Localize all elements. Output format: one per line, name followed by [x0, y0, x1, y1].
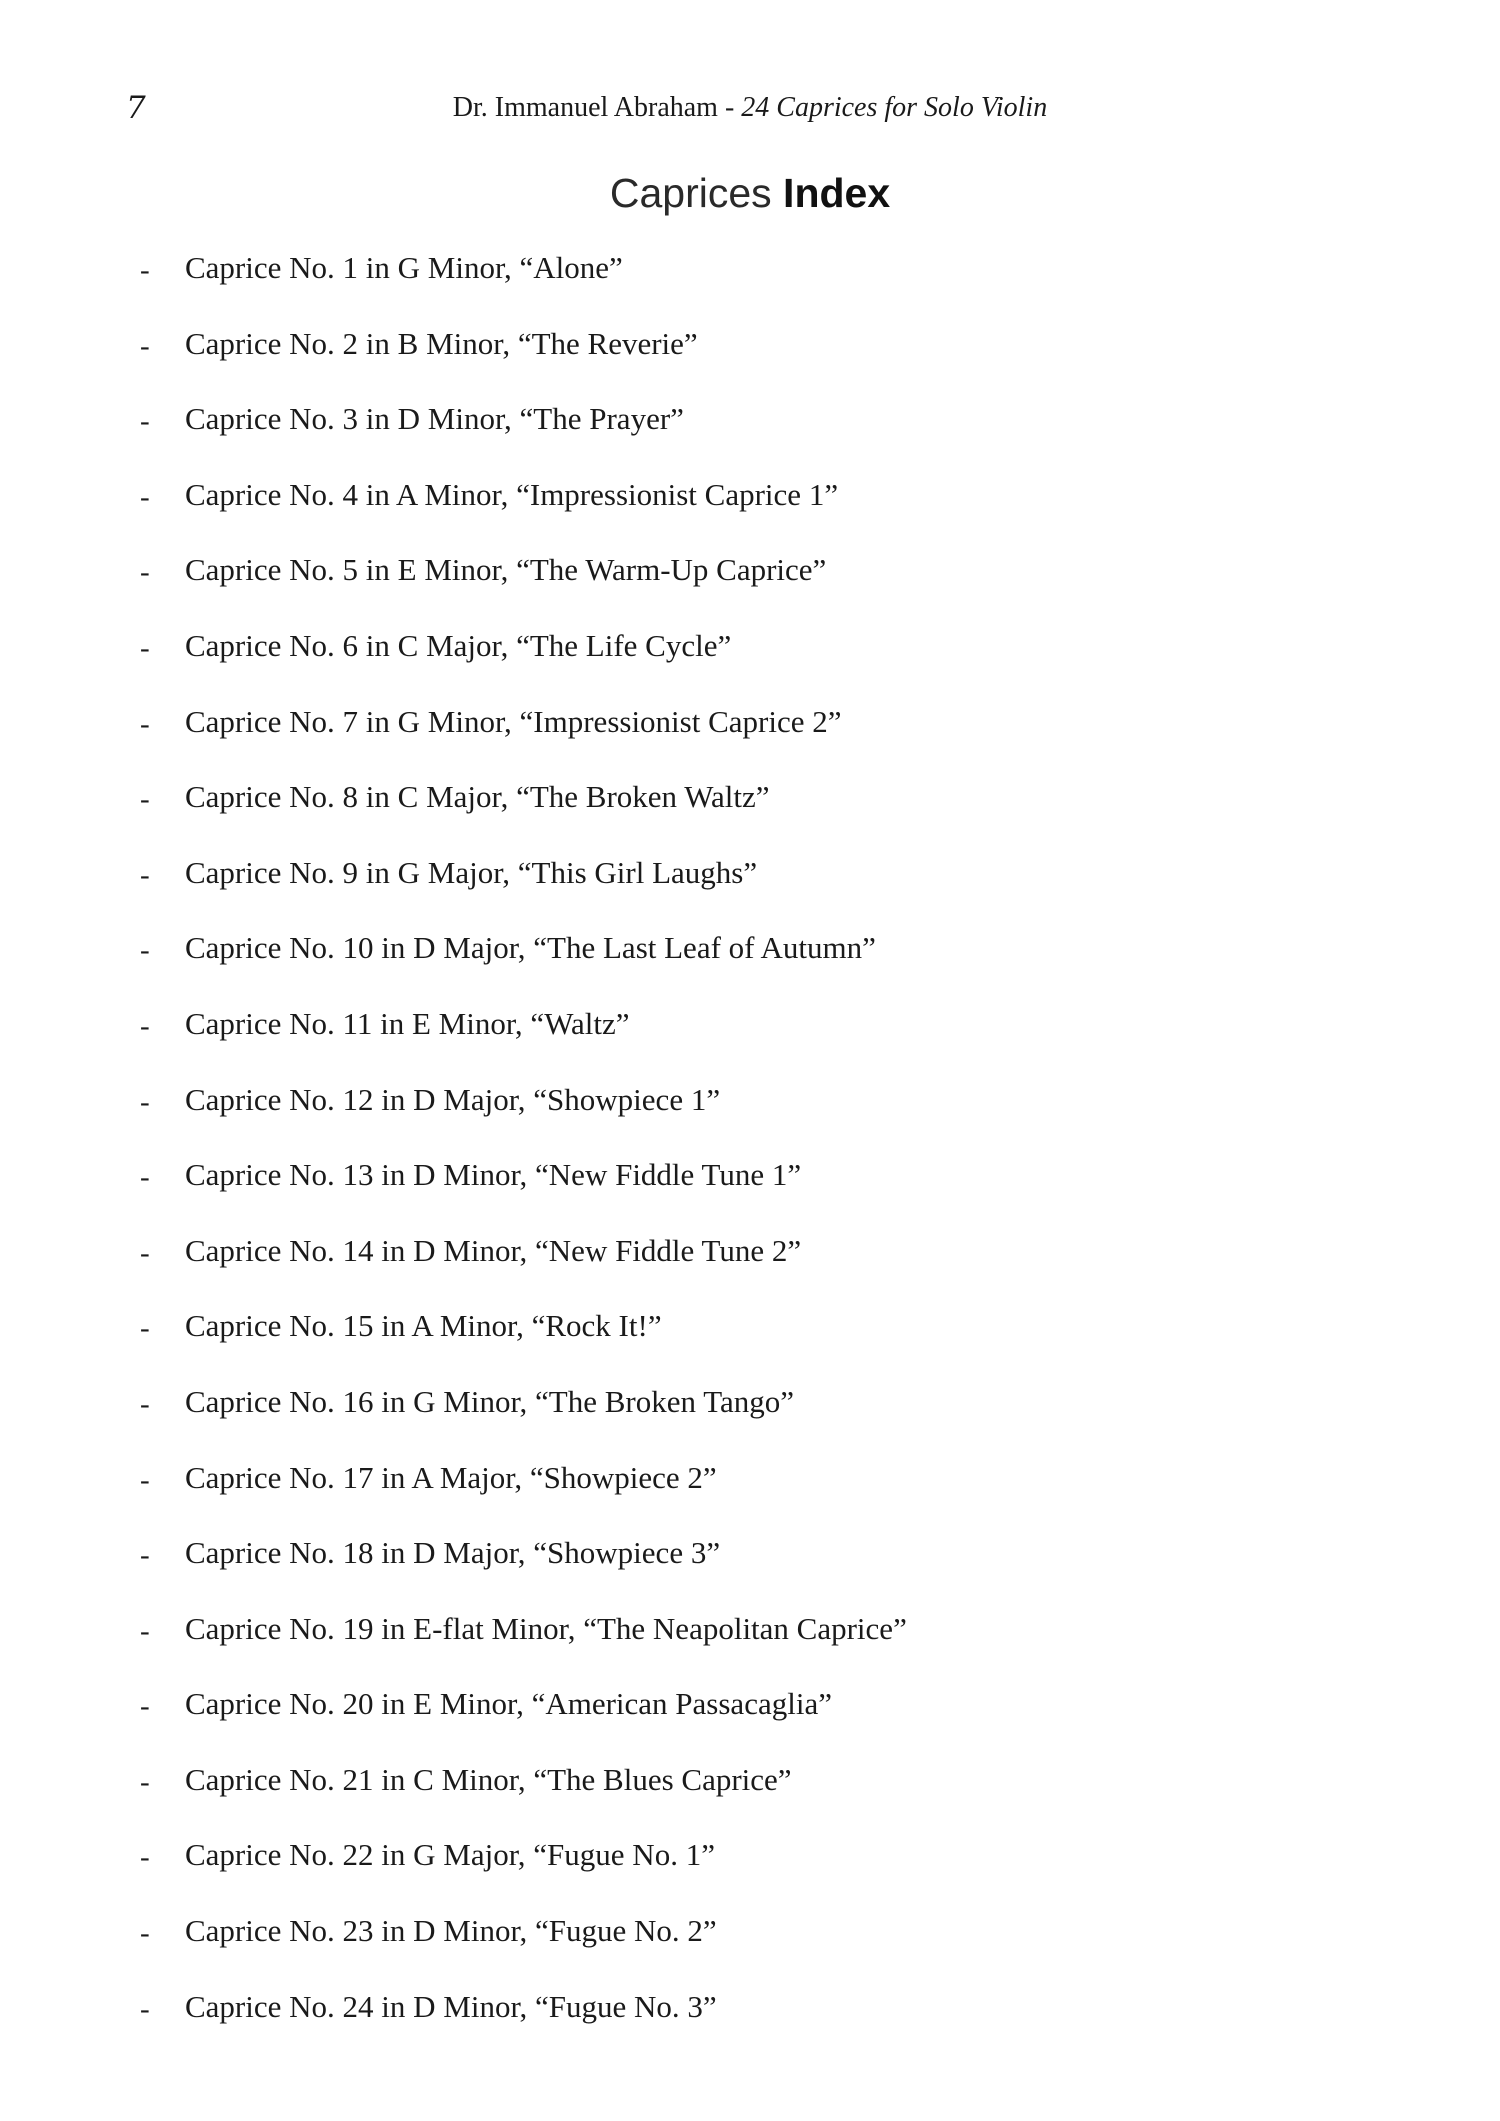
list-bullet-dash: - [140, 1387, 150, 1420]
caprice-entry-text: Caprice No. 11 in E Minor, “Waltz” [185, 1005, 630, 1041]
index-heading-light: Caprices [609, 170, 772, 216]
running-header [0, 90, 1500, 126]
caprice-entry-text: Caprice No. 16 in G Minor, “The Broken Tango” [185, 1383, 794, 1419]
list-bullet-dash: - [140, 1765, 150, 1798]
list-bullet-dash: - [140, 1614, 150, 1647]
list-bullet-dash: - [140, 480, 150, 513]
index-heading [0, 166, 1500, 220]
caprice-entry-text: Caprice No. 18 in D Major, “Showpiece 3” [185, 1535, 721, 1571]
list-bullet-dash: - [140, 1236, 150, 1269]
list-bullet-dash: - [140, 1841, 150, 1874]
caprice-entry-text: Caprice No. 9 in G Major, “This Girl Laughs” [185, 854, 758, 890]
caprice-entry-text: Caprice No. 2 in B Minor, “The Reverie” [185, 325, 698, 361]
list-bullet-dash: - [140, 1992, 150, 2025]
caprice-entry-text: Caprice No. 15 in A Minor, “Rock It!” [185, 1308, 662, 1344]
list-bullet-dash: - [140, 329, 150, 362]
caprice-entry-text: Caprice No. 13 in D Minor, “New Fiddle Tune 1” [185, 1157, 802, 1193]
list-bullet-dash: - [140, 1085, 150, 1118]
caprice-entry-text: Caprice No. 4 in A Minor, “Impressionist Caprice 1” [185, 476, 839, 512]
caprice-entry-text: Caprice No. 1 in G Minor, “Alone” [185, 250, 623, 285]
caprice-entry-text: Caprice No. 23 in D Minor, “Fugue No. 2” [185, 1913, 717, 1949]
list-bullet-dash: - [140, 1917, 150, 1950]
caprice-entry-text: Caprice No. 14 in D Minor, “New Fiddle Tune 2” [185, 1232, 802, 1268]
list-bullet-dash: - [140, 858, 150, 891]
header-author: Dr. Immanuel Abraham [452, 92, 718, 123]
header-separator: - [717, 92, 742, 123]
caprice-entry-text: Caprice No. 6 in C Major, “The Life Cycle” [185, 627, 732, 663]
caprice-entry-text: Caprice No. 22 in G Major, “Fugue No. 1” [185, 1837, 715, 1873]
list-bullet-dash: - [140, 1161, 150, 1194]
caprice-entry-text: Caprice No. 20 in E Minor, “American Passacaglia” [185, 1686, 832, 1722]
list-bullet-dash: - [140, 1009, 150, 1042]
caprice-entry-text: Caprice No. 17 in A Major, “Showpiece 2” [185, 1459, 717, 1495]
list-bullet-dash: - [140, 1690, 150, 1723]
caprice-entry-text: Caprice No. 3 in D Minor, “The Prayer” [185, 401, 684, 437]
caprice-entry-text: Caprice No. 24 in D Minor, “Fugue No. 3” [185, 1988, 717, 2024]
list-bullet-dash: - [140, 254, 150, 286]
caprice-entry-text: Caprice No. 10 in D Major, “The Last Leaf of Autumn” [185, 930, 876, 966]
list-bullet-dash: - [140, 631, 150, 664]
list-bullet-dash: - [140, 934, 150, 967]
list-bullet-dash: - [140, 556, 150, 589]
caprice-entry-text: Caprice No. 12 in D Major, “Showpiece 1” [185, 1081, 721, 1117]
caprice-entry-text: Caprice No. 21 in C Minor, “The Blues Caprice” [185, 1761, 792, 1797]
list-bullet-dash: - [140, 783, 150, 816]
list-bullet-dash: - [140, 1539, 150, 1572]
caprice-entry-text: Caprice No. 7 in G Minor, “Impressionist Caprice 2” [185, 703, 842, 739]
list-bullet-dash: - [140, 405, 150, 438]
list-bullet-dash: - [140, 1312, 150, 1345]
caprice-entry-text: Caprice No. 5 in E Minor, “The Warm-Up Caprice” [185, 552, 827, 588]
caprice-entry-text: Caprice No. 19 in E-flat Minor, “The Neapolitan Caprice” [185, 1610, 907, 1646]
page-number: 7 [126, 90, 146, 126]
caprice-entry-text: Caprice No. 8 in C Major, “The Broken Waltz” [185, 779, 770, 815]
list-bullet-dash: - [140, 1463, 150, 1496]
list-bullet-dash: - [140, 707, 150, 740]
header-work-title: 24 Caprices for Solo Violin [741, 92, 1048, 123]
index-heading-bold: Index [783, 170, 891, 216]
